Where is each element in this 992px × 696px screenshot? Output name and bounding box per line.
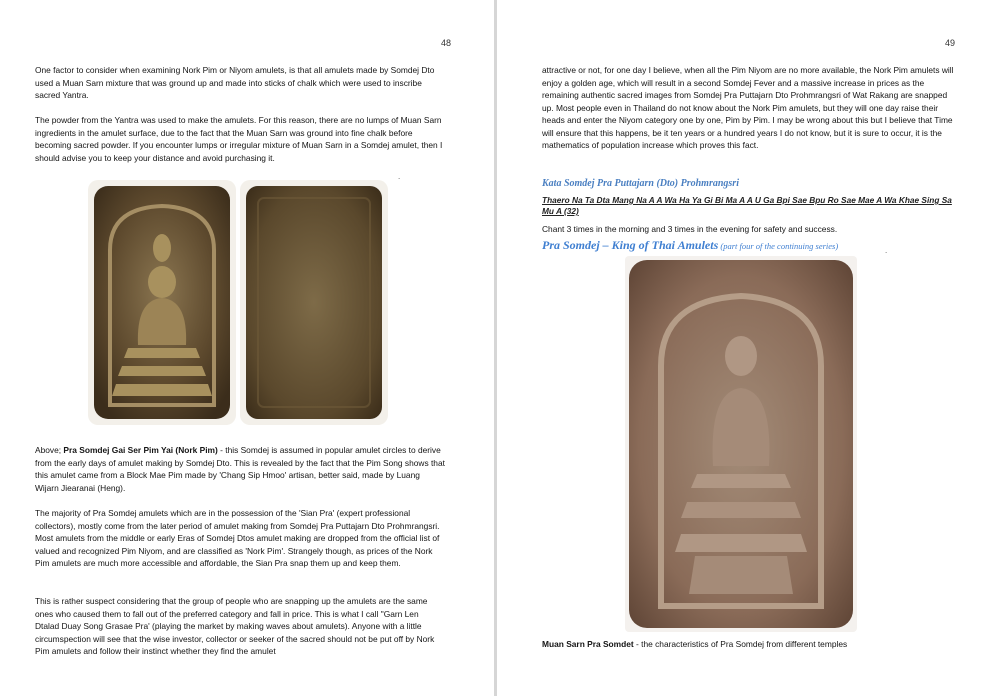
paragraph-1: One factor to consider when examining Nork Pim or Niyom amulets, is that all amulets made by Somdej Dto used a Muan Sarn mixture that was ground up and made into sticks of chalk which were used to inscribe sacred Yantra. [35, 65, 435, 100]
stray-mark-right: . [885, 246, 888, 255]
paragraph-2: The powder from the Yantra was used to make the amulets. For this reason, there are no lumps of Muan Sarn ingredients in the amulet surface, due to the fact that the Muan Sarn was ground into fine chalk before becoming sacred powder. If you encounter lumps or irregular mixture of Muan Sarn in a Somdej amulet, then I should advise you to keep your distance and avoid purchasing it. [35, 115, 443, 163]
series-title: Pra Somdej – King of Thai Amulets [542, 238, 719, 252]
caption-amulet-name: Pra Somdej Gai Ser Pim Yai (Nork Pim) [63, 445, 218, 455]
page-number-left: 48 [441, 38, 452, 48]
caption-description: - this Somdej is assumed in popular amulet circles to derive from the early days of amulet making by Somdej Dto. This is revealed by the fact that the Pim Song shows that this amulet came from a Block Mae Pim made by 'Chang Sip Hmoo' artisan, better said, made by Luang Wijarn Jiearanai (Heng). [35, 445, 445, 493]
amulet-back-image [240, 180, 388, 425]
right-page [497, 0, 992, 696]
amulet-back-illustration [240, 180, 388, 425]
stray-mark: . [398, 172, 401, 181]
series-subtitle: (part four of the continuing series) [718, 241, 839, 251]
amulet-clay-illustration [625, 256, 857, 632]
chant-instruction: Chant 3 times in the morning and 3 times in the evening for safety and success. [542, 224, 838, 234]
amulet-clay-image [625, 256, 857, 632]
amulet-front-image [88, 180, 236, 425]
paragraph-4: This is rather suspect considering that the group of people who are snapping up the amulets are the same ones who caused them to fall out of the preferred category and fall in price. This is what I call "Garn Len Dtalad Duay Song Grasae Pra' (playing the market by making waves about amulets). Anyone with a little circumspection will see that the wise investor, collector or seeker of the sacred should not be put off by Nork Pim amulets and follow their instinct whether they find the amulet [35, 596, 435, 656]
image-caption-left [35, 444, 445, 494]
page-number-right: 49 [945, 38, 956, 48]
caption-prefix: Above; [35, 445, 64, 455]
kata-title: Kata Somdej Pra Puttajarn (Dto) Prohmrangsri [542, 178, 739, 189]
caption-right-description: - the characteristics of Pra Somdej from different temples [633, 639, 848, 649]
paragraph-continued: attractive or not, for one day I believe, when all the Pim Niyom are no more available, the Nork Pim amulets will enjoy a golden age, which will result in a second Somdej Fever and a massive increase in prices as the remaining authentic sacred images from Somdej Pra Puttajarn Dto Prohmrangsri of Wat Rakang are snapped up. Most people even in Thailand do not know about the Nork Pim amulets, but they will one day raise their heads and enter the Niyom category one by one, Pim by Pim. I may be wrong about this but I believe that Time will ensure that this happens, be it ten years or a hundred years I do not know, but it is sure to occur, it is the mathematics of population increase which proves this fact. [542, 65, 954, 150]
image-caption-right [542, 639, 847, 649]
left-page [0, 0, 494, 696]
kata-text: Thaero Na Ta Dta Mang Na A A Wa Ha Ya Gi Bi Ma A A U Ga Bpi Sae Bpu Ro Sae Mae A Wa Khae Sing Sa Mu A (32) [542, 195, 952, 216]
paragraph-3: The majority of Pra Somdej amulets which are in the possession of the 'Sian Pra' (expert professional collectors), mostly come from the later period of amulet making from Somdej Pra Puttajarn Dto Prohmrangsri. Most amulets from the middle or early Eras of Somdej Dtos amulet making are dropped from the official list of valued and recognized Pim Niyom, and are classified as 'Nork Pim'. Strangely though, as prices of the Nork Pim amulets are much more accessible and affordable, the Sian Pra snap them up and keep them. [35, 508, 440, 568]
series-heading [542, 236, 838, 254]
caption-right-title: Muan Sarn Pra Somdet [542, 639, 634, 649]
amulet-front-illustration [88, 180, 236, 425]
